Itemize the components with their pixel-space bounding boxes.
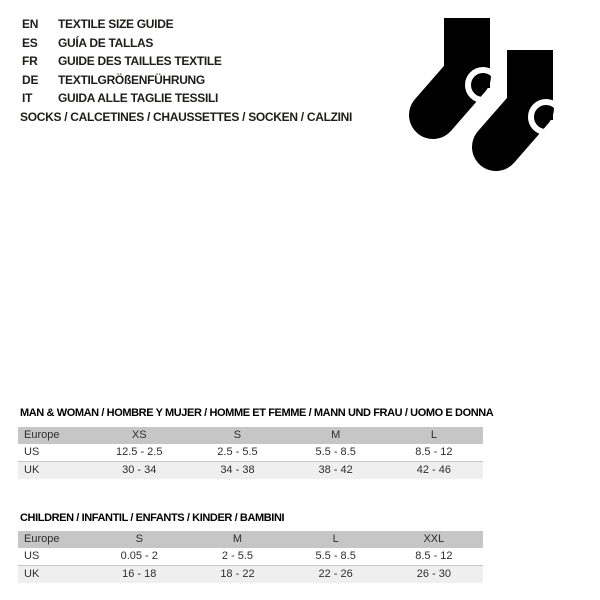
table-row-us	[18, 444, 483, 462]
language-code: FR	[22, 54, 38, 68]
language-code: IT	[22, 91, 33, 105]
language-row-it	[22, 89, 222, 108]
row-label: US	[24, 446, 40, 458]
size-cell: 16 - 18	[122, 568, 157, 580]
size-cell: 5.5 - 8.5	[315, 550, 356, 562]
category-title: SOCKS / CALCETINES / CHAUSSETTES / SOCKEN / CALZINI	[20, 110, 353, 124]
table-row-uk	[18, 462, 483, 480]
size-cell: 0.05 - 2	[120, 550, 158, 562]
size-cell: 22 - 26	[318, 568, 353, 580]
language-label: GUÍA DE TALLAS	[58, 35, 154, 50]
sock-right	[496, 50, 561, 147]
size-cell: 2 - 5.5	[221, 550, 254, 562]
size-cell: 12.5 - 2.5	[116, 446, 163, 458]
language-code: ES	[22, 35, 38, 50]
size-cell: 8.5 - 12	[415, 446, 453, 458]
table-row-uk	[18, 566, 483, 584]
language-row-es	[22, 34, 222, 53]
size-cell: 8.5 - 12	[415, 550, 453, 562]
header-cell-region: Europe	[24, 533, 60, 545]
children-table-title: CHILDREN / INFANTIL / ENFANTS / KINDER / BAMBINI	[20, 512, 285, 524]
table-row-us	[18, 548, 483, 566]
language-label: TEXTILE SIZE GUIDE	[58, 17, 174, 31]
size-cell: 38 - 42	[318, 464, 353, 476]
children-size-table	[18, 531, 483, 583]
language-code: EN	[22, 17, 39, 31]
header-cell-size: S	[233, 429, 242, 441]
size-cell: 2.5 - 5.5	[217, 446, 258, 458]
header-cell-size: M	[232, 533, 243, 545]
adult-size-table	[18, 427, 483, 479]
row-label: UK	[24, 464, 40, 476]
header-cell-size: XS	[131, 429, 147, 441]
adult-table-title: MAN & WOMAN / HOMBRE Y MUJER / HOMME ET FEMME / MANN UND FRAU / UOMO E DONNA	[20, 407, 494, 419]
language-row-de	[22, 71, 222, 90]
header-cell-size: S	[135, 533, 143, 545]
row-label: US	[24, 550, 40, 562]
header-cell-size: L	[332, 533, 339, 545]
language-label: GUIDE DES TAILLES TEXTILE	[58, 54, 222, 68]
header-cell-region: Europe	[24, 429, 60, 441]
header-cell-size: XXL	[423, 533, 445, 545]
language-list	[22, 15, 222, 108]
socks-icon	[400, 0, 580, 195]
size-cell: 26 - 30	[416, 568, 451, 580]
adult-table-header-row	[18, 427, 483, 444]
sock-left	[433, 18, 498, 115]
size-cell: 42 - 46	[416, 464, 451, 476]
language-label: TEXTILGRÖßENFÜHRUNG	[58, 72, 205, 87]
size-cell: 18 - 22	[220, 568, 255, 580]
language-label: GUIDA ALLE TAGLIE TESSILI	[58, 91, 219, 105]
size-cell: 34 - 38	[220, 464, 255, 476]
header-cell-size: L	[430, 429, 437, 441]
size-cell: 30 - 34	[122, 464, 157, 476]
children-table-header-row	[18, 531, 483, 548]
language-code: DE	[22, 72, 39, 87]
row-label: UK	[24, 568, 40, 580]
header-cell-size: M	[331, 429, 341, 441]
language-row-fr	[22, 52, 222, 71]
size-cell: 5.5 - 8.5	[315, 446, 356, 458]
language-row-en	[22, 15, 222, 34]
